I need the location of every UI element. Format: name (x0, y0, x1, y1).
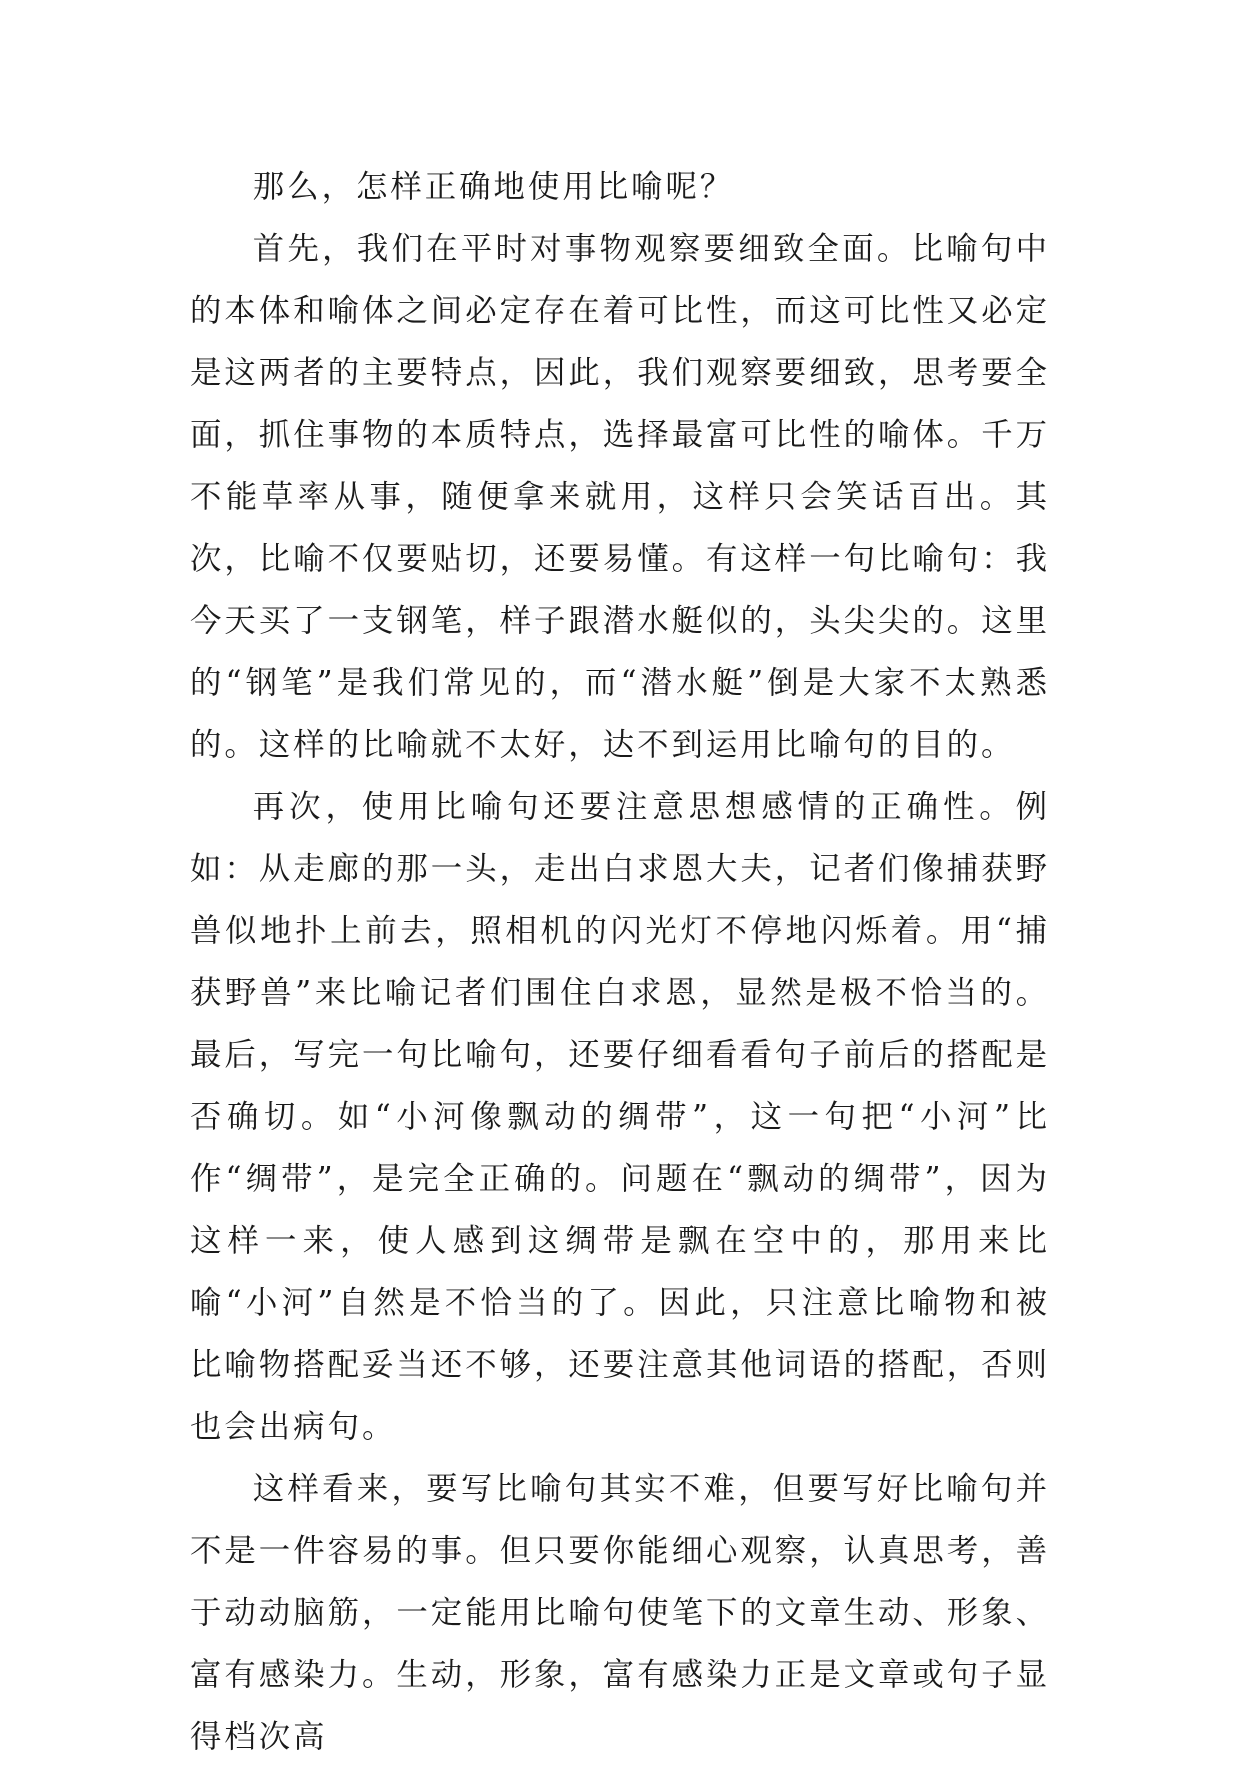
paragraph-conclusion: 这样看来，要写比喻句其实不难，但要写好比喻句并不是一件容易的事。但只要你能细心观察，认真思考，善于动动脑筋，一定能用比喻句使笔下的文章生动、形象、富有感染力。生动，形象，富有感染力正是文章或句子显得档次高 (190, 1471, 1050, 1755)
paragraph-question: 那么，怎样正确地使用比喻呢？ (252, 169, 735, 205)
document-page (190, 156, 1050, 1768)
paragraph-first-second: 首先，我们在平时对事物观察要细致全面。比喻句中的本体和喻体之间必定存在着可比性，而这可比性又必定是这两者的主要特点，因此，我们观察要细致，思考要全面，抓住事物的本质特点，选择最富可比性的喻体。千万不能草率从事，随便拿来就用，这样只会笑话百出。其次，比喻不仅要贴切，还要易懂。有这样一句比喻句：我今天买了一支钢笔，样子跟潜水艇似的，头尖尖的。这里的“钢笔”是我们常见的，而“潜水艇”倒是大家不太熟悉的。这样的比喻就不太好，达不到运用比喻句的目的。 (190, 231, 1050, 763)
paragraph-third-last: 再次，使用比喻句还要注意思想感情的正确性。例如：从走廊的那一头，走出白求恩大夫，记者们像捕获野兽似地扑上前去，照相机的闪光灯不停地闪烁着。用“捕获野兽”来比喻记者们围住白求恩，显然是极不恰当的。最后，写完一句比喻句，还要仔细看看句子前后的搭配是否确切。如“小河像飘动的绸带”，这一句把“小河”比作“绸带”，是完全正确的。问题在“飘动的绸带”，因为这样一来，使人感到这绸带是飘在空中的，那用来比喻“小河”自然是不恰当的了。因此，只注意比喻物和被比喻物搭配妥当还不够，还要注意其他词语的搭配，否则也会出病句。 (190, 789, 1050, 1445)
